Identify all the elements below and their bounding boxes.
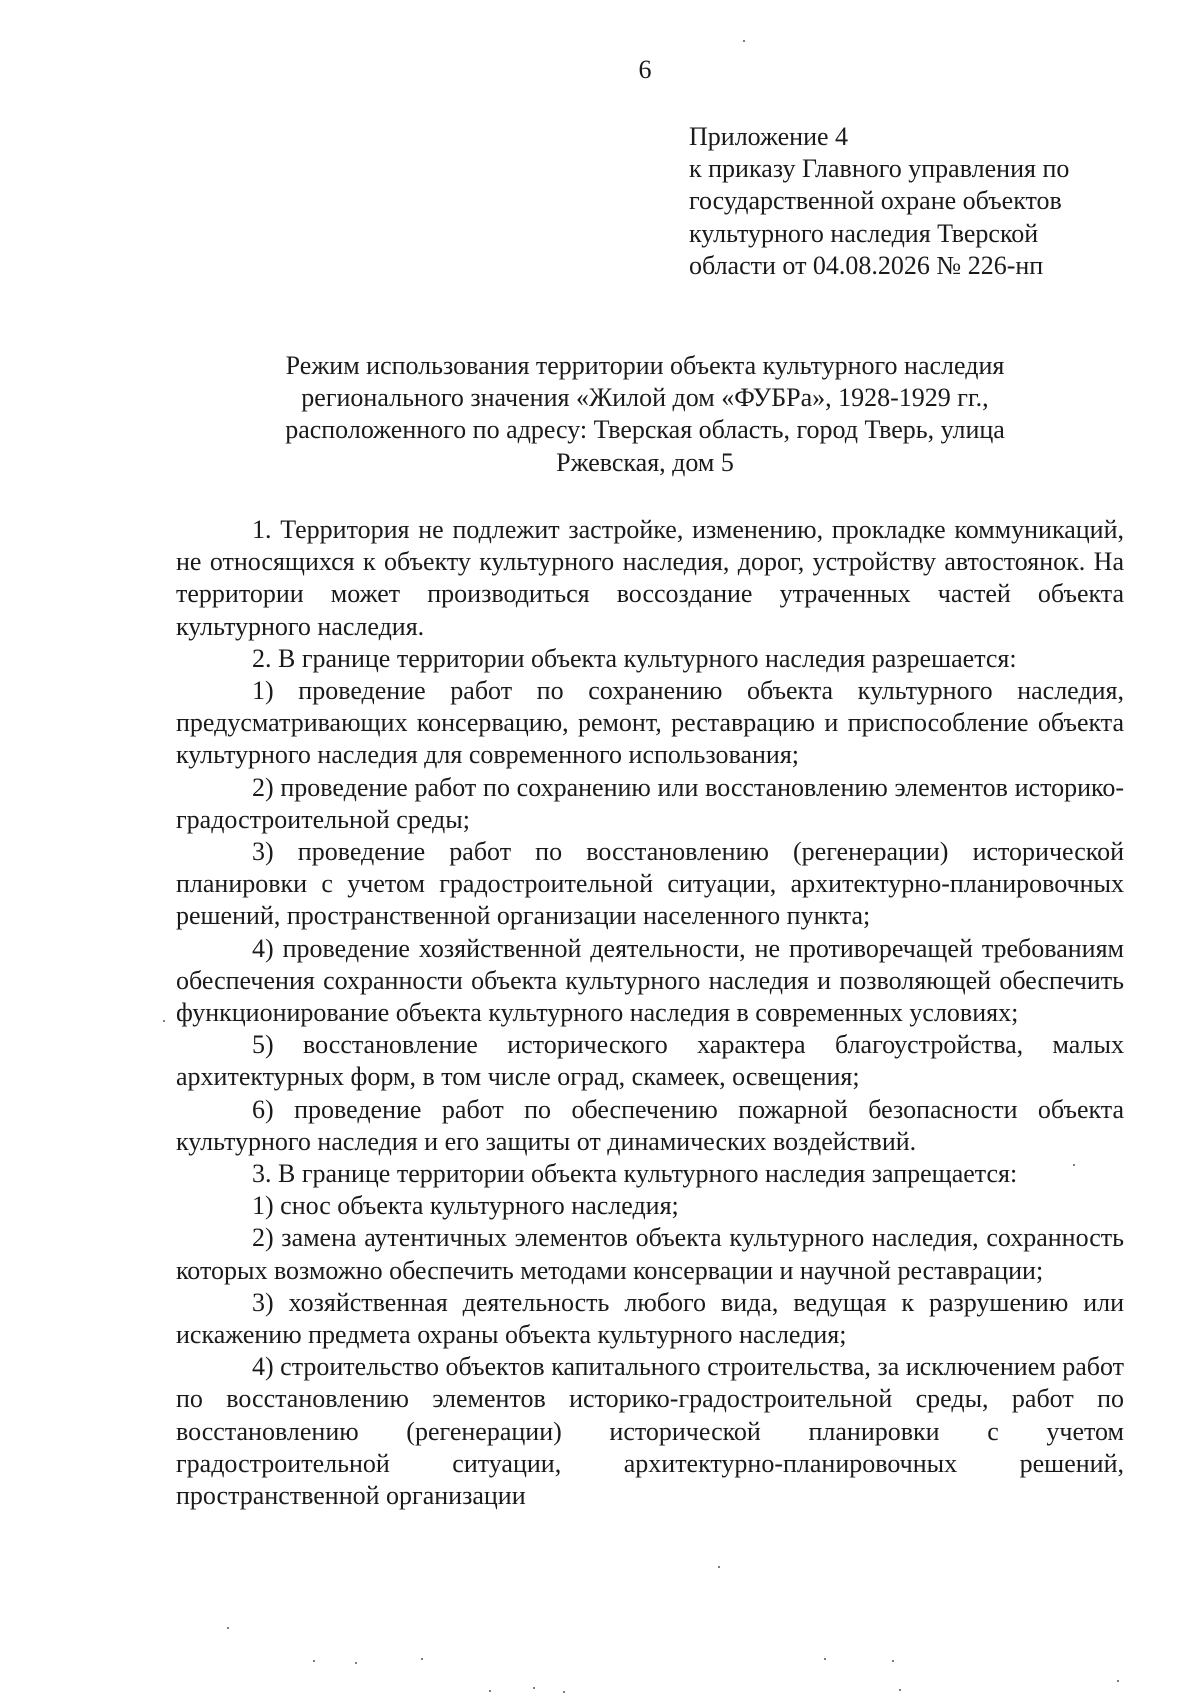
appendix-line: государственной охране объектов [689,186,1062,216]
paragraph-allowed-item: 5) восстановление исторического характера благоустройства, малых архитектурных форм, в том числе оград, скамеек, освещения; [176,1030,1124,1092]
page-number: 6 [638,55,652,84]
appendix-block [689,121,1119,282]
paragraph-allowed-item: 1) проведение работ по сохранению объекта культурного наследия, предусматривающих консервацию, ремонт, реставрацию и приспособление объекта культурного наследия для современного использования; [176,676,1124,770]
scan-speck [899,1689,901,1691]
appendix-line: культурного наследия Тверской [689,218,1039,248]
appendix-line: Приложение 4 [689,122,849,151]
scan-speck [824,1658,826,1660]
paragraph-territory: 1. Территория не подлежит застройке, изменению, прокладке коммуникаций, не относящихся к объекту культурного наследия, дорог, устройству автостоянок. На территории может производиться воссоздание утраченных частей объекта культурного наследия. [176,515,1124,641]
scan-speck [892,1660,894,1662]
document-body [176,514,1124,1512]
scan-speck [718,1566,720,1568]
scan-speck [313,1660,315,1662]
paragraph-allowed-heading: 2. В границе территории объекта культурного наследия разрешается: [252,643,1017,673]
paragraph-forbidden-item: 3) хозяйственная деятельность любого вида, ведущая к разрушению или искажению предмета охраны объекта культурного наследия; [176,1287,1124,1350]
scan-speck [563,1691,565,1693]
scan-speck [227,1627,229,1629]
document-title [175,350,1115,479]
paragraph-forbidden-item: 2) замена аутентичных элементов объекта культурного наследия, сохранность которых возможно обеспечить методами консервации и научной реставрации; [176,1223,1124,1285]
appendix-line: области от 04.08.2026 № 226-нп [689,250,1044,280]
scan-speck [163,1020,165,1022]
paragraph-allowed-item: 2) проведение работ по сохранению или восстановлению элементов историко-градостроительной среды; [176,772,1124,834]
paragraph-allowed-item: 4) проведение хозяйственной деятельности, не противоречащей требованиям обеспечения сохранности объекта культурного наследия и позволяющей обеспечить функционирование объекта культурного наследия в современных условиях; [176,933,1124,1028]
paragraph-forbidden-heading: 3. В границе территории объекта культурного наследия запрещается: [252,1159,1018,1189]
paragraph-allowed-item: 3) проведение работ по восстановлению (регенерации) исторической планировки с учетом градостроительной ситуации, архитектурно-планировочных решений, пространственной организации населенного пункта; [176,837,1124,931]
title-line: расположенного по адресу: Тверская область, город Тверь, улица [285,415,1005,445]
title-line: регионального значения «Жилой дом «ФУБРа», 1928-1929 гг., [301,383,989,413]
scan-speck [489,1690,491,1692]
scan-speck [355,1662,357,1664]
paragraph-allowed-item: 6) проведение работ по обеспечению пожарной безопасности объекта культурного наследия и его защиты от динамических воздействий. [176,1094,1124,1156]
scan-speck [1117,1680,1119,1682]
title-line: Режим использования территории объекта культурного наследия [285,351,1005,380]
scan-speck [533,1687,535,1689]
scan-speck [421,1658,423,1660]
paragraph-forbidden-item: 4) строительство объектов капитального строительства, за исключением работ по восстановлению элементов историко-градостроительной среды, работ по восстановлению (регенерации) исторической планировки с учетом градостроительной ситуации, архитектурно-планировочных решений, пространственной организации [176,1352,1124,1511]
scan-speck [1073,1164,1075,1166]
appendix-line: к приказу Главного управления по [689,154,1070,184]
scan-speck [743,40,745,42]
title-line: Ржевская, дом 5 [556,447,734,477]
paragraph-forbidden-item: 1) снос объекта культурного наследия; [252,1191,679,1221]
